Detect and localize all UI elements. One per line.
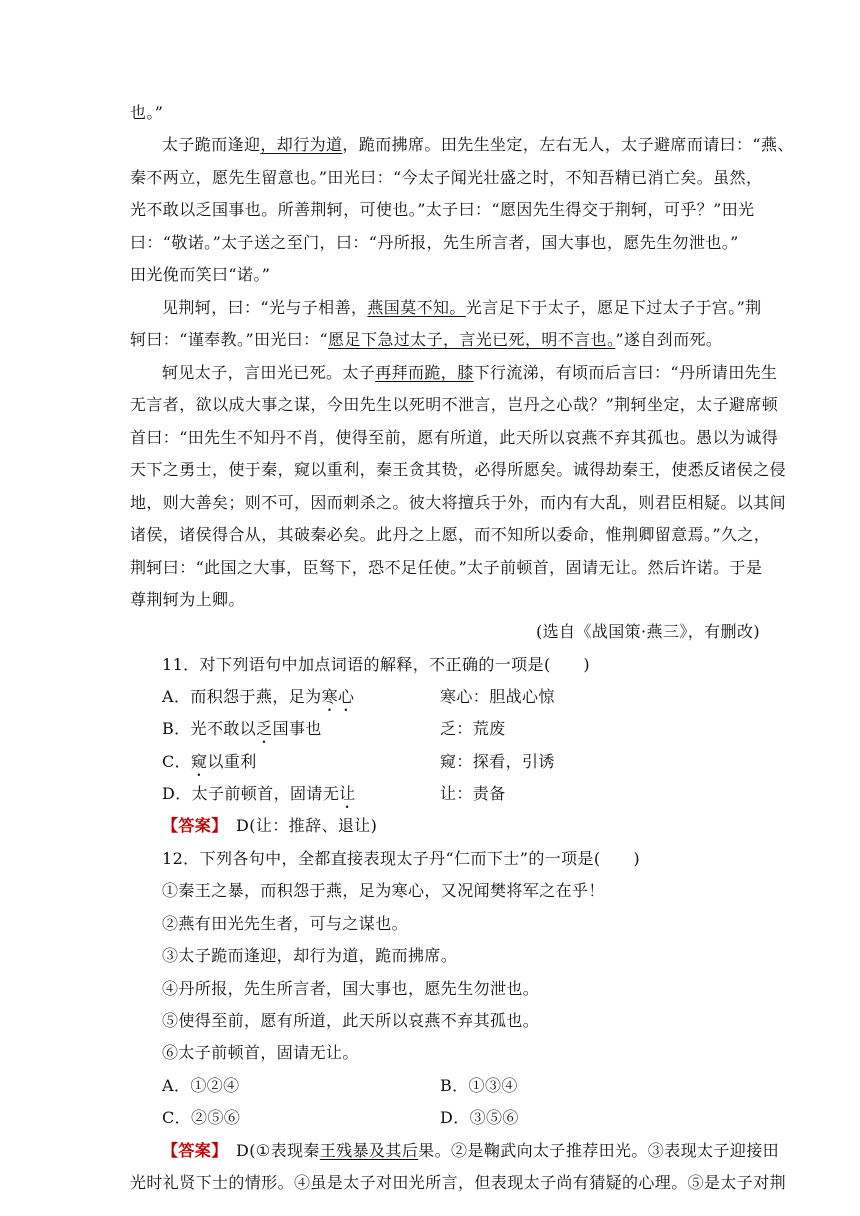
underlined-phrase: 再拜而跪，膝: [375, 363, 474, 382]
list-item: ②燕有田光先生者，可与之谋也。: [162, 914, 409, 933]
passage-line: 见荆轲，曰：“光与子相善，燕国莫不知。光言足下于太子，愿足下过太子于宫。”荆: [162, 298, 762, 317]
option-b: B．光不敢以乏国事也: [162, 719, 322, 738]
question-12-stem: 12．下列各句中，全都直接表现太子丹“仁而下士”的一项是( ): [162, 849, 641, 868]
option-a: A．而积怨于燕，足为寒心: [162, 687, 355, 706]
answer-11: 【答案】 D(让：推辞、退让): [162, 816, 378, 835]
passage-line: 田光俛而笑曰“诺。”: [130, 265, 271, 284]
option-d: D．太子前顿首，固请无让: [162, 784, 356, 803]
dotted-word: 乏: [256, 719, 273, 738]
answer-12-continued: 光时礼贤下士的情形。④虽是太子对田光所言，但表现太子尚有猜疑的心理。⑤是太子对荆: [130, 1173, 787, 1192]
list-item: ①秦王之暴，而积怨于燕，足为寒心，又况闻樊将军之在乎！: [162, 881, 605, 900]
option-c: C．窥以重利: [162, 752, 257, 771]
option-b-gloss: 乏：荒废: [440, 719, 506, 738]
passage-line: 诸侯，诸侯得合从，其破秦必矣。此丹之上愿，而不知所以委命，惟荆卿留意焉。”久之，: [130, 525, 771, 544]
passage-line: 也。”: [130, 103, 164, 122]
answer-tag: 【答案】: [162, 1141, 220, 1160]
passage-line: 曰：“敬诺。”太子送之至门，曰：“丹所报，先生所言者，国大事也，愿先生勿泄也。”: [130, 233, 739, 252]
passage-line: 无言者，欲以成大事之谋，今田先生以死明不泄言，岂丹之心哉？”荆轲坐定，太子避席顿: [130, 395, 779, 414]
underlined-phrase: ，却行为道: [260, 135, 343, 154]
option-c-gloss: 窥：探看，引诱: [440, 752, 555, 771]
answer-12: 【答案】 D(①表现秦王残暴及其后果。②是鞠武向太子推荐田光。③表现太子迎接田: [162, 1141, 780, 1160]
passage-line: 尊荆轲为上卿。: [130, 590, 245, 609]
list-item: ③太子跪而逢迎，却行为道，跪而拂席。: [162, 946, 458, 965]
passage-line: 荆轲曰：“此国之大事，臣驽下，恐不足任使。”太子前顿首，固请无让。然后许诺。于是: [130, 558, 763, 577]
passage-line: 轲曰：“谨奉教。”田光曰：“愿足下急过太子，言光已死，明不言也。”遂自刭而死。: [130, 330, 723, 349]
passage-line: 轲见太子，言田光已死。太子再拜而跪，膝下行流涕，有顷而后言曰：“丹所请田先生: [162, 363, 778, 382]
answer-tag: 【答案】: [162, 816, 220, 835]
dotted-word: 寒心: [321, 687, 355, 706]
passage-line: 光不敢以乏国事也。所善荆轲，可使也。”太子曰：“愿因先生得交于荆轲，可乎？”田光: [130, 200, 755, 219]
choice-c: C．②⑤⑥: [162, 1108, 241, 1127]
question-11-stem: 11．对下列语句中加点词语的解释，不正确的一项是( ): [162, 655, 591, 674]
underlined-phrase: 愿足下急过太子，言光已死，明不言也。: [328, 330, 616, 349]
underlined-phrase: 燕国莫不知。: [367, 298, 466, 317]
option-a-gloss: 寒心：胆战心惊: [440, 687, 555, 706]
choice-b: B．①③④: [440, 1076, 518, 1095]
passage-line: 秦不两立，愿先生留意也。”田光曰：“今太子闻光壮盛之时，不知吾精已消亡矣。虽然，: [130, 168, 763, 187]
list-item: ⑤使得至前，愿有所道，此天所以哀燕不弃其孤也。: [162, 1011, 540, 1030]
passage-line: 天下之勇士，使于秦，窥以重利，秦王贪其贽，必得所愿矣。诚得劫秦王，使悉反诸侯之侵: [130, 460, 787, 479]
dotted-word: 让: [339, 784, 356, 803]
source-citation: (选自《战国策·燕三》，有删改): [536, 622, 760, 641]
dotted-word: 窥: [191, 752, 208, 771]
option-d-gloss: 让：责备: [440, 784, 506, 803]
underlined-phrase: 王残暴及其后: [319, 1141, 419, 1160]
list-item: ④丹所报，先生所言者，国大事也，愿先生勿泄也。: [162, 979, 540, 998]
choice-d: D．③⑤⑥: [440, 1108, 519, 1127]
passage-line: 太子跪而逢迎，却行为道，跪而拂席。田先生坐定，左右无人，太子避席而请曰：“燕、: [162, 135, 794, 154]
passage-line: 地，则大善矣；则不可，因而刺杀之。彼大将擅兵于外，而内有大乱，则君臣相疑。以其间: [130, 493, 787, 512]
passage-line: 首曰：“田先生不知丹不肖，使得至前，愿有所道，此天所以哀燕不弃其孤也。愚以为诚得: [130, 428, 779, 447]
list-item: ⑥太子前顿首，固请无让。: [162, 1043, 359, 1062]
choice-a: A．①②④: [162, 1076, 240, 1095]
